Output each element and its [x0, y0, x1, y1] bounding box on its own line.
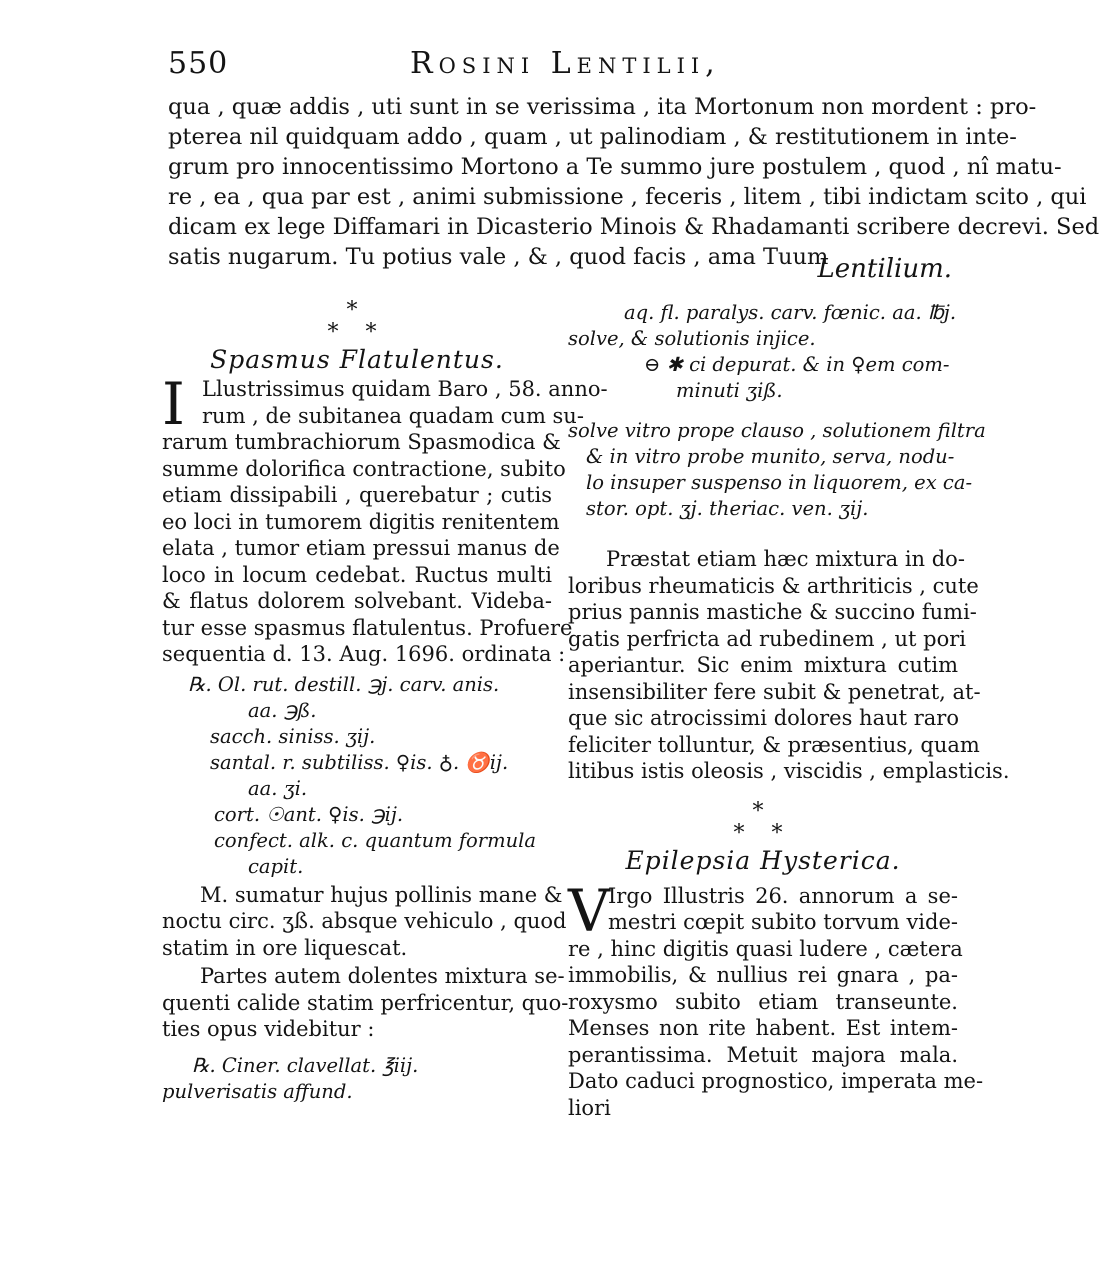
case-line: etiam dissipabili , querebatur ; cutis: [162, 483, 552, 507]
ornament-star-top: *: [346, 298, 368, 323]
praestat-line: gatis perfricta ad rubedinem , ut pori: [568, 626, 967, 651]
recipe-line: pulverisatis affund.: [162, 1079, 353, 1103]
section-heading-epilepsia: Epilepsia Hysterica.: [625, 845, 901, 875]
left-column: [162, 298, 608, 1105]
intro-line: satis nugarum. Tu potius vale , & , quod facis , ama Tuum: [168, 244, 829, 270]
dosage-paragraph: [162, 882, 567, 962]
case-line: Menses non rite habent. Est intem-: [568, 1016, 958, 1040]
recipe-continuation: [568, 300, 958, 404]
solve-line: solve vitro prope clauso , solutionem filtra: [568, 419, 986, 442]
section-heading-spasmus: Spasmus Flatulentus.: [210, 345, 504, 374]
case-line: re , hinc digitis quasi ludere , cætera: [568, 936, 963, 961]
recipe-line: sacch. siniss. ʒij.: [210, 724, 376, 748]
recipe-line: solve, & solutionis injice.: [568, 327, 816, 350]
application-line: ties opus videbitur :: [162, 1017, 375, 1041]
recipe-line: capit.: [248, 854, 304, 878]
intro-line: pterea nil quidquam addo , quam , ut palinodiam , & restitutionem in inte-: [168, 124, 1017, 150]
ornament-stars-bottom: * *: [733, 820, 793, 846]
drop-cap: I: [162, 370, 185, 438]
ornament-star-top: *: [752, 798, 774, 824]
case-line: Irgo Illustris 26. annorum a se-: [608, 883, 958, 908]
recipe-line: ⊖ ✱ ci depurat. & in ♀em com-: [644, 353, 950, 376]
praestat-paragraph: [568, 546, 1010, 785]
case-line: Dato caduci prognostico, imperata me-: [568, 1069, 984, 1093]
praestat-line: feliciter tolluntur, & præsentius, quam: [568, 732, 980, 757]
case-line: elata , tumor etiam pressui manus de: [162, 536, 560, 560]
intro-line: re , ea , qua par est , animi submissione , feceris , litem , tibi indictam scito , qui: [168, 184, 1087, 210]
recipe-line: aa. ℈ß.: [248, 698, 317, 722]
solve-line: stor. opt. ʒj. theriac. ven. ʒij.: [586, 497, 869, 520]
catchword: liori: [568, 1095, 611, 1120]
praestat-line: aperiantur. Sic enim mixtura cutim: [568, 653, 958, 677]
case-paragraph: [162, 370, 608, 668]
section-ornament: [162, 300, 552, 344]
praestat-line: insensibiliter fere subit & penetrat, at-: [568, 679, 981, 704]
case-line: tur esse spasmus flatulentus. Profuere: [162, 615, 573, 640]
right-column: [568, 300, 1010, 1121]
section-ornament: [568, 798, 958, 846]
application-line: Partes autem dolentes mixtura se-: [200, 964, 565, 988]
running-title: Rosini Lentilii,: [410, 46, 721, 81]
case-paragraph: [568, 876, 984, 1122]
signature: Lentilium.: [817, 254, 952, 284]
praestat-line: litibus istis oleosis , viscidis , emplasticis.: [568, 759, 1010, 783]
recipe-line: cort. ☉ant. ♀is. ℈ij.: [214, 802, 404, 826]
recipe-line: aq. fl. paralys. carv. fœnic. aa. ℔j.: [624, 301, 957, 324]
case-line: mestri cœpit subito torvum vide-: [608, 910, 958, 934]
dosage-line: statim in ore liquescat.: [162, 935, 408, 960]
solve-line: & in vitro probe munito, serva, nodu-: [586, 445, 955, 468]
praestat-line: loribus rheumaticis & arthriticis , cute: [568, 573, 979, 598]
praestat-line: prius pannis mastiche & succino fumi-: [568, 600, 977, 624]
case-line: rum , de subitanea quadam cum su-: [202, 403, 584, 428]
recipe-line: aa. ʒi.: [248, 776, 308, 800]
application-line: quenti calide statim perfricentur, quo-: [162, 990, 569, 1015]
dosage-line: noctu circ. ʒß. absque vehiculo , quod: [162, 909, 567, 933]
recipe-block-2: [162, 1053, 552, 1105]
page-number: 550: [168, 46, 229, 81]
drop-cap: V: [568, 876, 610, 945]
intro-paragraph: [168, 92, 1099, 272]
praestat-line: Præstat etiam hæc mixtura in do-: [606, 547, 965, 571]
recipe-line: confect. alk. c. quantum formula: [214, 828, 537, 852]
intro-line: dicam ex lege Diffamari in Dicasterio Minois & Rhadamanti scribere decrevi. Sed: [168, 214, 1099, 240]
case-line: immobilis, & nullius rei gnara , pa-: [568, 963, 958, 987]
recipe-line: ℞. Ciner. clavellat. ℥iij.: [192, 1053, 419, 1077]
solve-line: lo insuper suspenso in liquorem, ex ca-: [586, 471, 973, 494]
recipe-line: ℞. Ol. rut. destill. ℈j. carv. anis.: [188, 672, 500, 696]
case-line: perantissima. Metuit majora mala.: [568, 1042, 958, 1067]
case-line: sequentia d. 13. Aug. 1696. ordinata :: [162, 642, 566, 666]
case-line: roxysmo subito etiam transeunte.: [568, 989, 958, 1014]
praestat-line: que sic atrocissimi dolores haut raro: [568, 706, 959, 730]
recipe-line: minuti ʒiß.: [676, 379, 783, 402]
case-line: & flatus dolorem solvebant. Videba-: [162, 589, 552, 613]
recipe-line: santal. r. subtiliss. ♀is. ♁. ♉ij.: [210, 750, 509, 774]
running-head: [168, 46, 958, 86]
intro-line: grum pro innocentissimo Mortono a Te summo jure postulem , quod , nî matu-: [168, 154, 1062, 180]
solve-paragraph: [568, 418, 986, 522]
case-line: summe dolorifica contractione, subito: [162, 456, 566, 481]
application-paragraph: [162, 963, 569, 1043]
dosage-line: M. sumatur hujus pollinis mane &: [200, 882, 563, 907]
case-line: eo loci in tumorem digitis renitentem: [162, 509, 560, 534]
case-line: rarum tumbrachiorum Spasmodica &: [162, 430, 561, 454]
case-line: loco in locum cedebat. Ructus multi: [162, 562, 552, 587]
recipe-block: [162, 672, 552, 880]
intro-line: qua , quæ addis , uti sunt in se verissima , ita Mortonum non mordent : pro-: [168, 94, 1037, 120]
case-line: Llustrissimus quidam Baro , 58. anno-: [202, 377, 608, 401]
ornament-stars-bottom: * *: [327, 320, 387, 345]
